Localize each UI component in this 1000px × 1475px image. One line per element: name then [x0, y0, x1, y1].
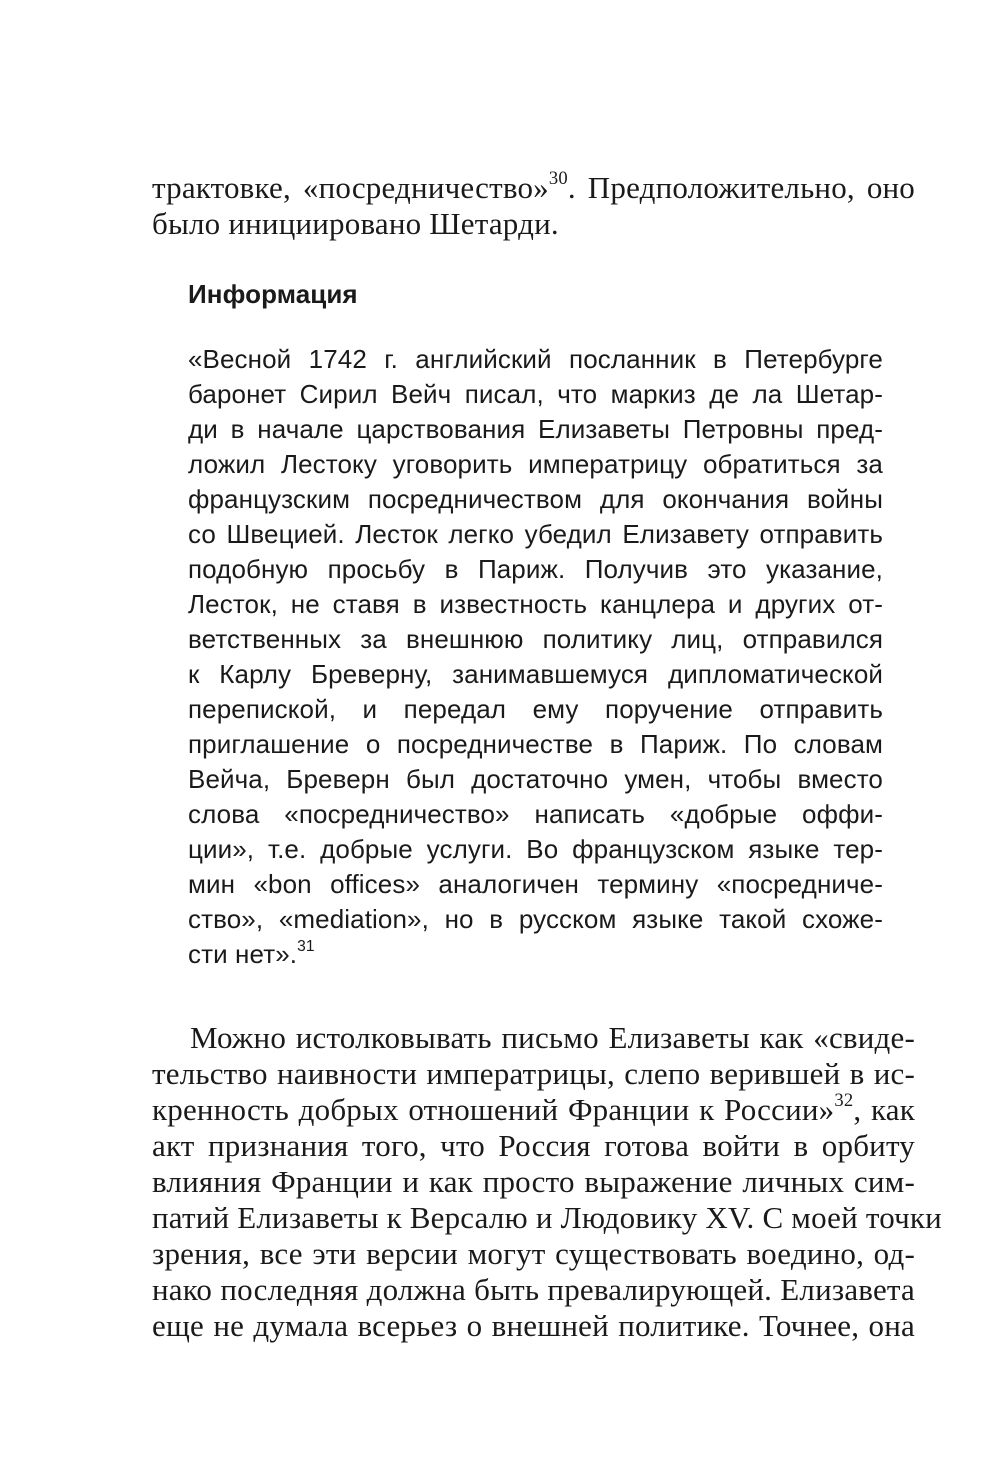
main-line-7: зрения, все эти версии могут существовать воедино, од- [152, 1236, 915, 1271]
info-line: Вейча, Бреверн был достаточно умен, чтобы вместо [188, 764, 883, 794]
info-last-text: сти нет». [188, 939, 298, 969]
main-line-1: Можно истолковывать письмо Елизаветы как «свиде- [190, 1020, 915, 1055]
main-line-5: влияния Франции и как просто выражение личных сим- [152, 1164, 915, 1199]
intro-text-1a: трактовке, «посредничество» [152, 170, 549, 205]
main-line-9: еще не думала всерьез о внешней политике. Точнее, она [152, 1308, 915, 1343]
info-line: французским посредничеством для окончания войны [188, 484, 883, 514]
info-line: к Карлу Бреверну, занимавшемуся дипломатической [188, 659, 883, 689]
info-line: ветственных за внешнюю политику лиц, отправился [188, 624, 883, 654]
intro-text-1b: . Предположительно, оно [567, 170, 916, 205]
main-text-3b: , как [853, 1092, 915, 1127]
info-heading: Информация [188, 279, 358, 309]
intro-line-2: было инициировано Шетарди. [152, 206, 559, 241]
main-line-8: нако последняя должна быть превалирующей. Елизавета [152, 1272, 915, 1307]
info-line: Лесток, не ставя в известность канцлера и других от- [188, 589, 883, 619]
intro-line-1 [152, 167, 916, 206]
info-line: баронет Сирил Вейч писал, что маркиз де ла Шетар- [188, 379, 883, 409]
info-line: перепиской, и передал ему поручение отправить [188, 694, 883, 724]
info-line: ции», т.е. добрые услуги. Во французском языке тер- [188, 834, 883, 864]
info-line: мин «bon offices» аналогичен термину «посредниче- [188, 869, 883, 899]
info-line: слова «посредничество» написать «добрые оффи- [188, 799, 883, 829]
main-line-6: патий Елизаветы к Версалю и Людовику XV. С моей точки [152, 1200, 942, 1235]
info-last-line [188, 939, 315, 970]
info-line: ложил Лестоку уговорить императрицу обратиться за [188, 449, 883, 479]
info-line: подобную просьбу в Париж. Получив это указание, [188, 554, 883, 584]
main-line-3 [152, 1089, 915, 1128]
info-line: ство», «mediation», но в русском языке такой схоже- [188, 904, 883, 934]
footnote-ref-31: 31 [297, 938, 315, 956]
info-line: со Швецией. Лесток легко убедил Елизавету отправить [188, 519, 883, 549]
info-line: приглашение о посредничестве в Париж. По словам [188, 729, 883, 759]
footnote-ref-32: 32 [834, 1089, 854, 1111]
main-line-2: тельство наивности императрицы, слепо верившей в ис- [152, 1056, 915, 1091]
main-line-4: акт признания того, что Россия готова войти в орбиту [152, 1128, 915, 1163]
footnote-ref-30: 30 [548, 167, 568, 189]
info-line: ди в начале царствования Елизаветы Петровны пред- [188, 414, 883, 444]
main-text-3a: кренность добрых отношений Франции к России» [152, 1092, 835, 1127]
info-line: «Весной 1742 г. английский посланник в Петербурге [188, 344, 883, 374]
